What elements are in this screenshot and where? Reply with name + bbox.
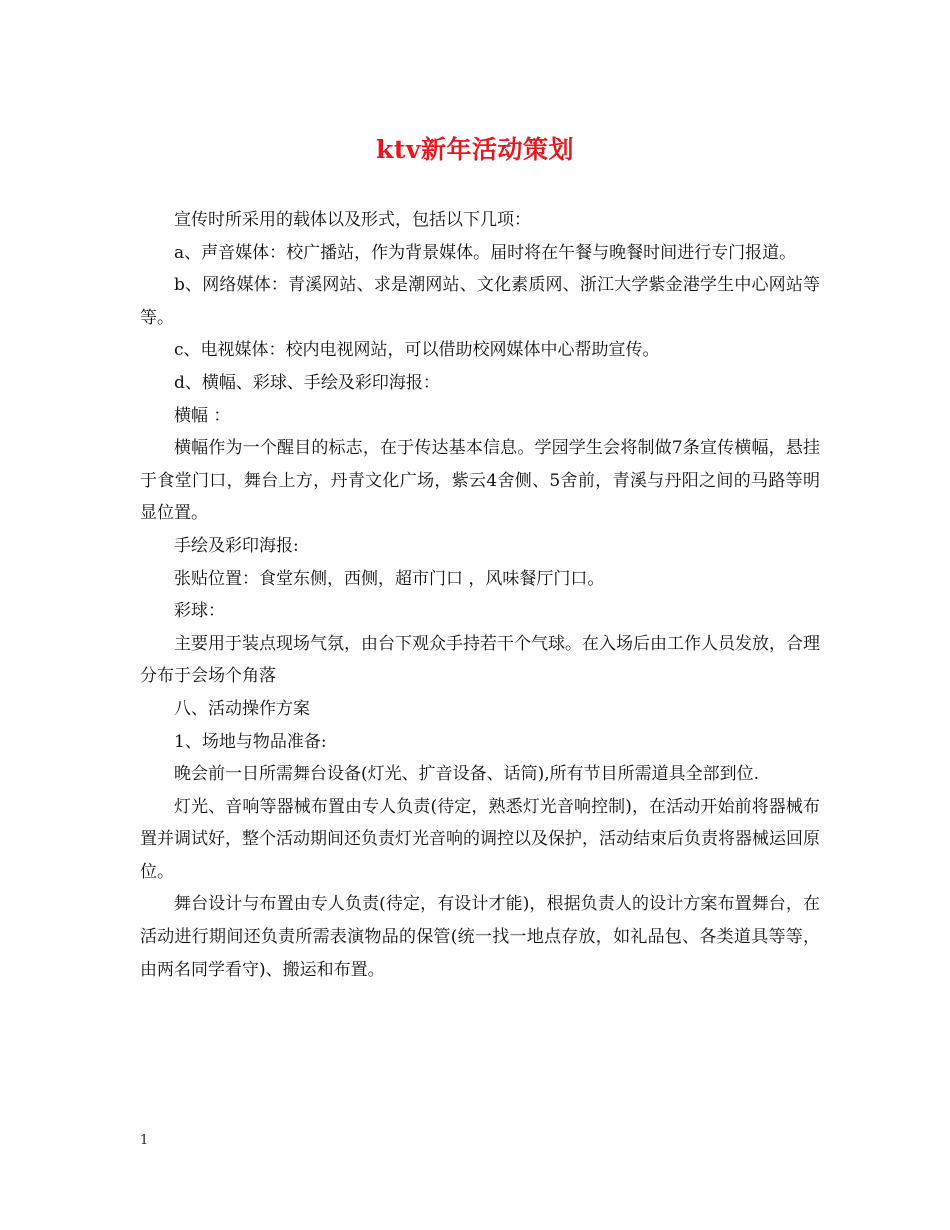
- paragraph: 手绘及彩印海报:: [174, 535, 299, 556]
- paragraph: 彩球：: [174, 601, 225, 622]
- paragraph: 晚会前一日所需舞台设备(灯光、扩音设备、话筒),所有节目所需道具全部到位.: [174, 764, 760, 785]
- paragraph: 宣传时所采用的载体以及形式，包括以下几项：: [174, 210, 531, 230]
- paragraph: c、电视媒体：校内电视网站，可以借助校网媒体中心帮助宣传。: [174, 340, 660, 361]
- page-number: 1: [140, 1133, 149, 1148]
- paragraph: 1、场地与物品准备:: [174, 731, 327, 752]
- paragraph: 横幅 ：: [174, 405, 231, 426]
- paragraph: 灯光、音响等器械布置由专人负责(待定，熟悉灯光音响控制)，在活动开始前将器械布置并调试好，整个活动期间还负责灯光音响的调控以及保护，活动结束后负责将器械运回原位。: [140, 796, 820, 882]
- paragraph: b、网络媒体：青溪网站、求是潮网站、文化素质网、浙江大学紫金港学生中心网站等等。: [140, 275, 820, 328]
- document-body: [140, 204, 820, 986]
- paragraph: d、横幅、彩球、手绘及彩印海报：: [174, 372, 440, 393]
- paragraph: 八、活动操作方案: [174, 698, 310, 719]
- paragraph: 横幅作为一个醒目的标志，在于传达基本信息。学园学生会将制做7条宣传横幅，悬挂于食堂门口，舞台上方，丹青文化广场，紫云4舍侧、5舍前，青溪与丹阳之间的马路等明显位置。: [140, 438, 820, 524]
- document-title: ktv新年活动策划: [376, 135, 574, 164]
- paragraph: a、声音媒体：校广播站，作为背景媒体。届时将在午餐与晚餐时间进行专门报道。: [174, 242, 797, 263]
- paragraph: 舞台设计与布置由专人负责(待定，有设计才能)，根据负责人的设计方案布置舞台，在活动进行期间还负责所需表演物品的保管(统一找一地点存放，如礼品包、各类道具等等，由两名同学看守)、搬运和布置。: [140, 894, 820, 980]
- paragraph: 主要用于装点现场气氛，由台下观众手持若干个气球。在入场后由工作人员发放，合理分布于会场个角落: [140, 633, 820, 687]
- paragraph: 张贴位置：食堂东侧，西侧，超市门口 ，风味餐厅门口。: [174, 568, 605, 589]
